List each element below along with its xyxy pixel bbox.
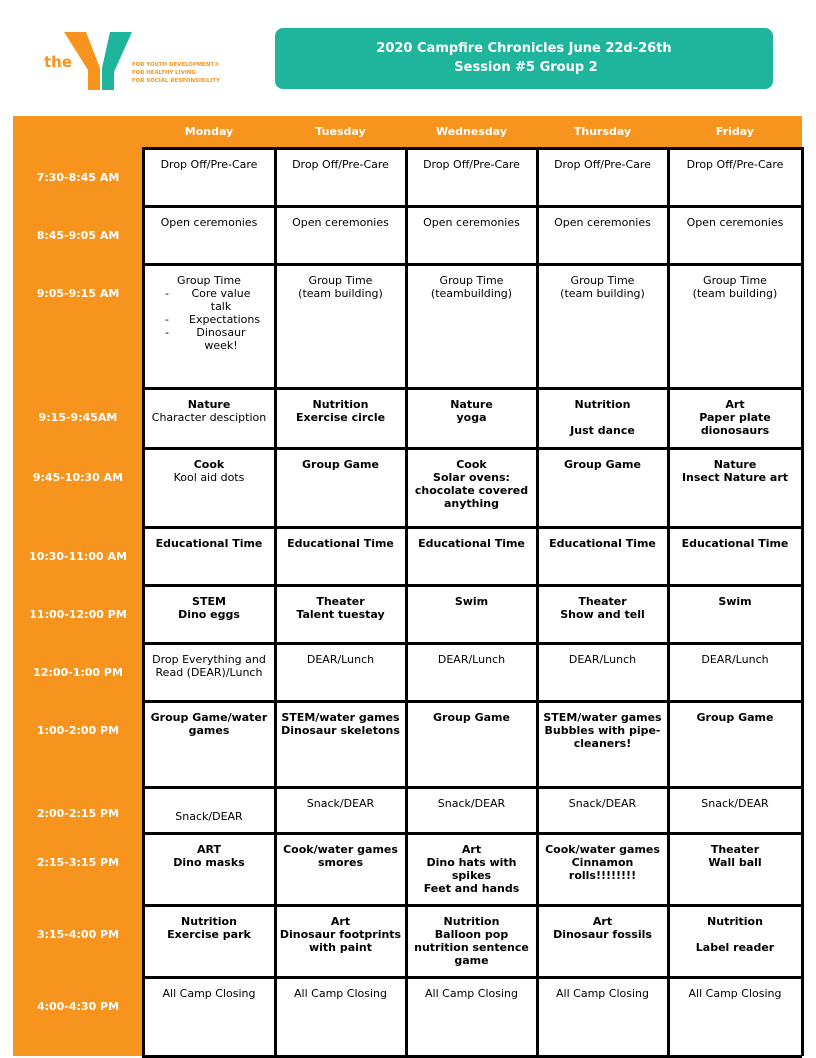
activity-title: STEM/water games xyxy=(543,711,662,724)
agenda-list xyxy=(147,287,271,352)
schedule-cell xyxy=(537,787,668,833)
schedule-cell xyxy=(668,448,802,527)
schedule-cell xyxy=(275,148,406,206)
activity-text: Drop Off/Pre-Care xyxy=(292,158,389,171)
activity-text: DEAR/Lunch xyxy=(701,653,769,666)
grid-line-horizontal xyxy=(142,832,802,835)
grid-line-vertical xyxy=(405,147,408,1056)
activity-title: Cook/water games xyxy=(545,843,660,856)
grid-line-vertical xyxy=(801,147,804,1056)
activity-title: Educational Time xyxy=(155,537,263,550)
time-slot-label: 7:30-8:45 AM xyxy=(36,170,120,184)
activity-text: Snack/DEAR xyxy=(701,797,769,810)
time-slot-label: 9:05-9:15 AM xyxy=(36,286,120,300)
activity-text: Group Time xyxy=(703,274,767,287)
schedule-cell xyxy=(537,905,668,977)
activity-text: Open ceremonies xyxy=(160,216,258,229)
schedule-cell xyxy=(275,448,406,527)
activity-title: Art xyxy=(461,843,482,856)
activity-title: Group Game xyxy=(696,711,774,724)
grid-line-vertical xyxy=(536,147,539,1056)
activity-text: (teambuilding) xyxy=(430,287,513,300)
schedule-cell xyxy=(406,527,537,585)
day-header-monday: Monday xyxy=(184,125,234,138)
schedule-cell xyxy=(275,643,406,701)
day-header-wednesday: Wednesday xyxy=(435,125,508,138)
grid-line-horizontal xyxy=(142,526,802,529)
schedule-cell xyxy=(537,833,668,905)
activity-title: Art xyxy=(330,915,351,928)
activity-text: Drop Everything and Read (DEAR)/Lunch xyxy=(152,653,266,679)
activity-title: Cook/water games xyxy=(283,843,398,856)
schedule-cell xyxy=(406,833,537,905)
title-banner xyxy=(275,28,773,89)
schedule-cell xyxy=(406,388,537,448)
activity-title: Group Game xyxy=(302,458,379,471)
agenda-item: - Core value talk xyxy=(147,287,271,313)
schedule-cell xyxy=(143,148,275,206)
grid-line-horizontal xyxy=(142,642,802,645)
schedule-cell xyxy=(668,527,802,585)
activity-text: Open ceremonies xyxy=(423,216,520,229)
agenda-item: - Expectations xyxy=(147,313,271,326)
time-slot-label: 2:15-3:15 PM xyxy=(36,855,120,869)
schedule-cell xyxy=(275,977,406,1056)
title-line-2: Session #5 Group 2 xyxy=(454,60,598,75)
schedule-cell xyxy=(537,448,668,527)
activity-text: All Camp Closing xyxy=(688,987,782,1000)
schedule-cell xyxy=(406,585,537,643)
schedule-cell xyxy=(143,264,275,388)
schedule-cell xyxy=(406,905,537,977)
time-slot-label: 9:15-9:45AM xyxy=(38,410,118,424)
grid-line-horizontal xyxy=(142,904,802,907)
activity-text: DEAR/Lunch xyxy=(437,653,506,666)
activity-title: Theater xyxy=(710,843,760,856)
time-slot-label: 12:00-1:00 PM xyxy=(33,665,123,679)
logo-tagline: FOR YOUTH DEVELOPMENT® FOR HEALTHY LIVING FOR SOCIAL RESPONSIBILITY xyxy=(132,62,220,84)
activity-title: Dinosaur skeletons xyxy=(281,724,400,737)
activity-title: Nature xyxy=(450,398,493,411)
activity-title: Label reader xyxy=(695,941,775,954)
schedule-cell xyxy=(537,701,668,787)
activity-title: Swim xyxy=(718,595,752,608)
schedule-cell xyxy=(537,264,668,388)
schedule-cell xyxy=(406,206,537,264)
activity-text xyxy=(541,411,664,424)
activity-text: Open ceremonies xyxy=(554,216,651,229)
activity-title: Cook xyxy=(193,458,225,471)
schedule-cell xyxy=(143,977,275,1056)
activity-title: Nutrition xyxy=(181,915,237,928)
activity-title: Theater xyxy=(316,595,365,608)
schedule-cell xyxy=(537,527,668,585)
schedule-cell xyxy=(537,643,668,701)
activity-title: Educational Time xyxy=(418,537,525,550)
schedule-cell xyxy=(275,388,406,448)
activity-title: Nutrition xyxy=(443,915,500,928)
schedule-cell xyxy=(406,787,537,833)
schedule-cell xyxy=(275,585,406,643)
activity-title: Swim xyxy=(454,595,489,608)
activity-title: Educational Time xyxy=(549,537,656,550)
schedule-cell xyxy=(668,643,802,701)
activity-title: Show and tell xyxy=(560,608,645,621)
activity-text: (team building) xyxy=(560,287,645,300)
schedule-cell xyxy=(143,905,275,977)
activity-text: Snack/DEAR xyxy=(175,810,243,823)
grid-line-horizontal xyxy=(142,263,802,266)
grid-line-horizontal xyxy=(142,387,802,390)
grid-line-horizontal xyxy=(142,976,802,979)
time-slot-label: 9:45-10:30 AM xyxy=(32,470,124,484)
activity-text: All Camp Closing xyxy=(162,987,256,1000)
activity-text: DEAR/Lunch xyxy=(306,653,375,666)
grid-line-vertical xyxy=(667,147,670,1056)
schedule-cell xyxy=(143,585,275,643)
time-slot-label: 8:45-9:05 AM xyxy=(36,228,120,242)
activity-text: Character desciption xyxy=(151,411,267,424)
activity-title: Dino masks xyxy=(173,856,245,869)
activity-text: Group Time xyxy=(308,274,373,287)
time-slot-label: 4:00-4:30 PM xyxy=(36,999,120,1013)
activity-text: (team building) xyxy=(298,287,383,300)
day-header-thursday: Thursday xyxy=(573,125,632,138)
activity-title: Dino eggs xyxy=(178,608,240,621)
schedule-cell xyxy=(143,527,275,585)
schedule-table xyxy=(13,116,802,1056)
activity-text xyxy=(672,928,798,941)
schedule-cell xyxy=(668,977,802,1056)
activity-title: Dinosaur fossils xyxy=(553,928,652,941)
schedule-cell xyxy=(668,388,802,448)
schedule-cell xyxy=(406,448,537,527)
activity-title: Nature xyxy=(187,398,231,411)
activity-title: Theater xyxy=(578,595,627,608)
activity-text: Group Time xyxy=(570,274,635,287)
schedule-cell xyxy=(275,206,406,264)
activity-title: Feet and hands xyxy=(423,882,520,895)
activity-title: Nutrition xyxy=(707,915,763,928)
schedule-cell xyxy=(537,977,668,1056)
schedule-cell xyxy=(143,643,275,701)
schedule-cell xyxy=(537,148,668,206)
schedule-cell xyxy=(143,206,275,264)
activity-text: (team building) xyxy=(692,287,778,300)
activity-text: Drop Off/Pre-Care xyxy=(554,158,651,171)
activity-title: Wall ball xyxy=(708,856,762,869)
schedule-cell xyxy=(537,585,668,643)
activity-title: Nutrition xyxy=(312,398,369,411)
activity-title: Insect Nature art xyxy=(681,471,789,484)
schedule-cell xyxy=(275,264,406,388)
y-logo-icon xyxy=(62,28,134,92)
schedule-cell xyxy=(537,206,668,264)
time-slot-label: 10:30-11:00 AM xyxy=(29,549,127,563)
activity-title: Cook xyxy=(456,458,487,471)
activity-title: Just dance xyxy=(570,424,635,437)
schedule-cell xyxy=(668,905,802,977)
activity-title: Talent tuestay xyxy=(296,608,385,621)
schedule-cell xyxy=(668,148,802,206)
schedule-cell xyxy=(668,701,802,787)
time-slot-label: 3:15-4:00 PM xyxy=(36,927,120,941)
activity-title: Art xyxy=(725,398,745,411)
schedule-cell xyxy=(406,701,537,787)
activity-title: yoga xyxy=(456,411,487,424)
schedule-cell xyxy=(668,264,802,388)
activity-title: Group Game/water games xyxy=(150,711,268,737)
activity-text: DEAR/Lunch xyxy=(568,653,637,666)
grid-line-horizontal xyxy=(142,147,802,150)
grid-line-horizontal xyxy=(142,786,802,789)
grid-line-horizontal xyxy=(142,205,802,208)
grid-line-vertical xyxy=(274,147,277,1056)
activity-title: Dino hats with spikes xyxy=(426,856,517,882)
schedule-cell xyxy=(275,905,406,977)
activity-text: Drop Off/Pre-Care xyxy=(423,158,520,171)
schedule-cell xyxy=(668,585,802,643)
activity-title: STEM xyxy=(192,595,226,608)
activity-title: Cinnamon rolls!!!!!!!! xyxy=(568,856,637,882)
activity-title: Educational Time xyxy=(287,537,394,550)
schedule-cell xyxy=(143,388,275,448)
schedule-cell xyxy=(537,388,668,448)
schedule-cell xyxy=(668,787,802,833)
logo-word: the xyxy=(44,53,73,71)
activity-title: Group Game xyxy=(433,711,510,724)
schedule-cell xyxy=(143,701,275,787)
activity-title: Nature xyxy=(713,458,757,471)
activity-title: ART xyxy=(197,843,221,856)
day-header-friday: Friday xyxy=(715,125,755,138)
activity-text: Snack/DEAR xyxy=(306,797,375,810)
activity-text: Group Time xyxy=(177,274,241,287)
schedule-cell xyxy=(143,833,275,905)
day-header-tuesday: Tuesday xyxy=(315,125,366,138)
grid-line-horizontal xyxy=(142,584,802,587)
agenda-item: - Dinosaur week! xyxy=(147,326,271,352)
activity-text: Group Time xyxy=(439,274,504,287)
activity-title: STEM/water games xyxy=(281,711,400,724)
activity-title: Paper plate dionosaurs xyxy=(699,411,771,437)
activity-title: Educational Time xyxy=(681,537,789,550)
schedule-cell xyxy=(143,448,275,527)
schedule-cell xyxy=(275,701,406,787)
activity-title: Exercise park xyxy=(167,928,251,941)
activity-text: Drop Off/Pre-Care xyxy=(160,158,258,171)
activity-text: All Camp Closing xyxy=(294,987,387,1000)
activity-text: Snack/DEAR xyxy=(437,797,506,810)
schedule-cell xyxy=(668,833,802,905)
activity-text: Open ceremonies xyxy=(292,216,389,229)
activity-text xyxy=(147,797,271,810)
grid-line-horizontal xyxy=(142,447,802,450)
activity-title: Solar ovens: chocolate covered anything xyxy=(414,471,529,510)
activity-title: Dinosaur footprints with paint xyxy=(279,928,402,954)
schedule-cell xyxy=(406,643,537,701)
activity-title: Nutrition xyxy=(574,398,631,411)
activity-text: Drop Off/Pre-Care xyxy=(686,158,784,171)
schedule-cell xyxy=(275,527,406,585)
time-slot-label: 1:00-2:00 PM xyxy=(36,723,120,737)
schedule-cell xyxy=(143,787,275,833)
schedule-cell xyxy=(275,787,406,833)
time-slot-label: 11:00-12:00 PM xyxy=(29,607,127,621)
schedule-cell xyxy=(406,148,537,206)
activity-text: Snack/DEAR xyxy=(568,797,637,810)
activity-title: Balloon pop nutrition sentence game xyxy=(414,928,529,967)
schedule-cell xyxy=(406,977,537,1056)
schedule-cell xyxy=(668,206,802,264)
title-line-1: 2020 Campfire Chronicles June 22d-26th xyxy=(376,41,672,56)
activity-title: Bubbles with pipe-cleaners! xyxy=(544,724,661,750)
activity-text: All Camp Closing xyxy=(425,987,518,1000)
activity-title: Art xyxy=(592,915,613,928)
schedule-cell xyxy=(406,264,537,388)
activity-text: Open ceremonies xyxy=(686,216,784,229)
schedule-cell xyxy=(275,833,406,905)
ymca-logo xyxy=(40,28,240,92)
activity-title: Group Game xyxy=(564,458,641,471)
activity-title: Exercise circle xyxy=(295,411,386,424)
grid-line-horizontal xyxy=(142,700,802,703)
activity-title: smores xyxy=(318,856,363,869)
activity-text: Kool aid dots xyxy=(173,471,245,484)
time-slot-label: 2:00-2:15 PM xyxy=(36,806,120,820)
activity-text: All Camp Closing xyxy=(556,987,649,1000)
grid-line-vertical xyxy=(142,147,145,1056)
